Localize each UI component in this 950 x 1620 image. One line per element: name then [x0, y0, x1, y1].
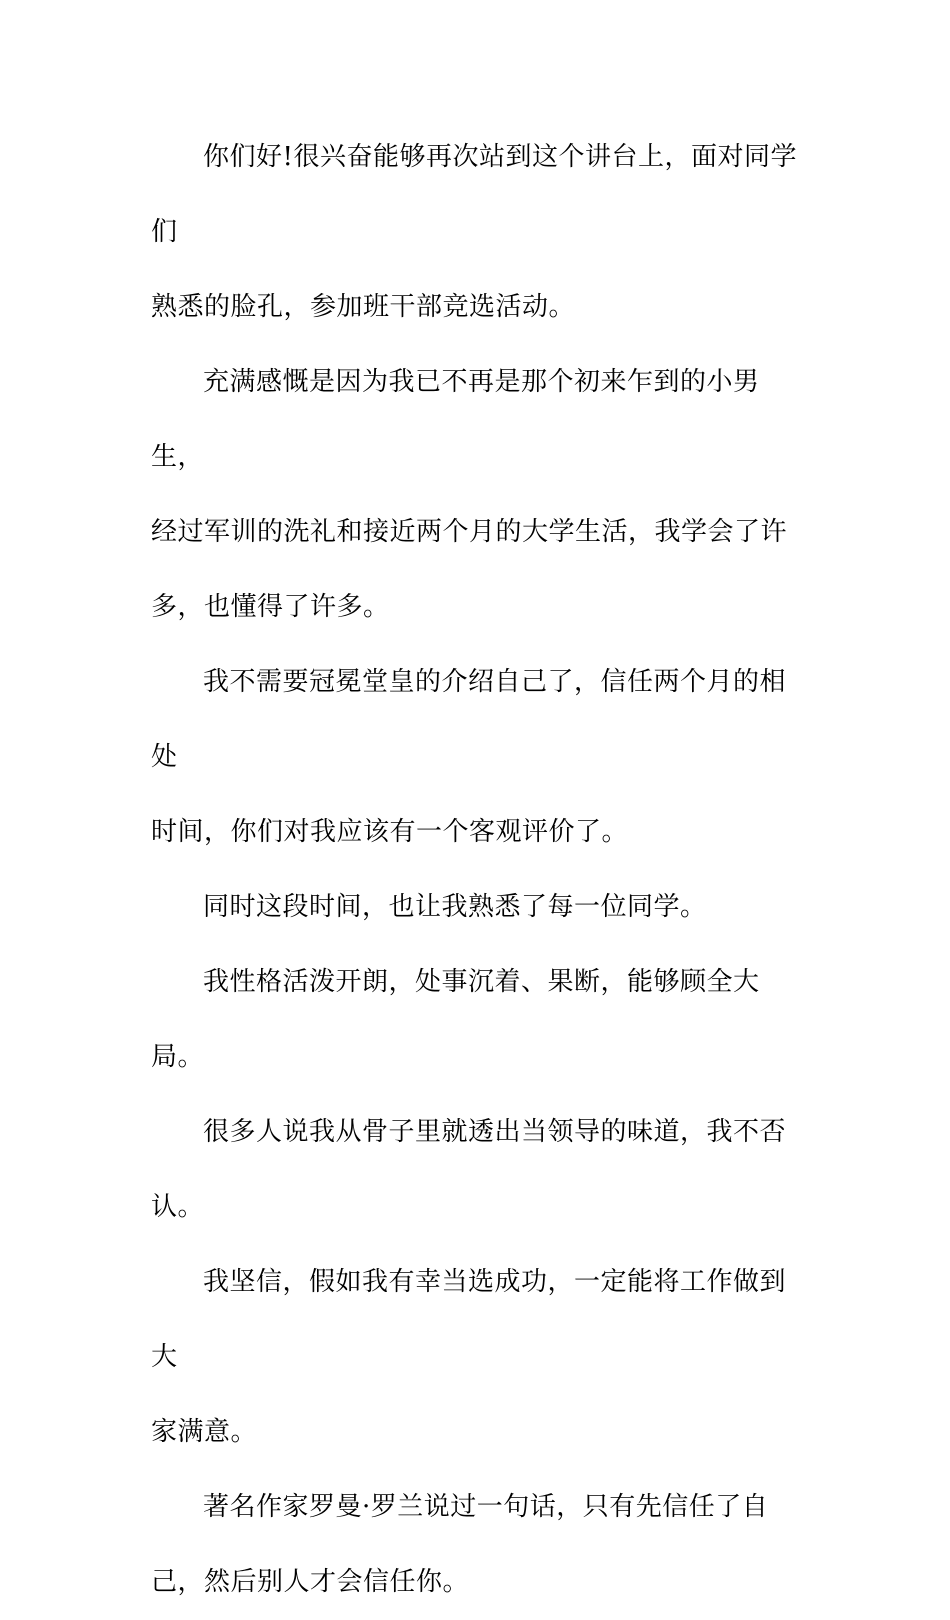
paragraph: [151, 1470, 806, 1620]
text-line: 熟悉的脸孔，参加班干部竞选活动。: [151, 292, 576, 322]
paragraph: [151, 1245, 806, 1470]
paragraph: [151, 1095, 806, 1245]
text-line: 很多人说我从骨子里就透出当领导的味道，我不否: [203, 1117, 787, 1147]
text-line: 我不需要冠冕堂皇的介绍自己了，信任两个月的相处: [151, 667, 787, 772]
document-body: [151, 120, 806, 1620]
text-line: 同时这段时间，也让我熟悉了每一位同学。: [203, 892, 707, 922]
text-line: 家满意。: [151, 1417, 258, 1447]
paragraph: [151, 945, 806, 1095]
paragraph: [151, 645, 806, 870]
text-line: 经过军训的洗礼和接近两个月的大学生活，我学会了许: [151, 517, 788, 547]
text-line: 认。: [151, 1192, 205, 1222]
text-line: 己，然后别人才会信任你。: [151, 1567, 470, 1597]
text-line: 充满感慨是因为我已不再是那个初来乍到的小男生，: [151, 367, 760, 472]
paragraph: [151, 120, 806, 345]
text-line: 多，也懂得了许多。: [151, 592, 390, 622]
paragraph: [151, 345, 806, 645]
text-line: 我坚信，假如我有幸当选成功，一定能将工作做到大: [151, 1267, 787, 1372]
text-line: 你们好!很兴奋能够再次站到这个讲台上，面对同学们: [151, 142, 797, 247]
text-line: 著名作家罗曼·罗兰说过一句话，只有先信任了自: [203, 1492, 769, 1522]
paragraph: [151, 870, 806, 945]
text-line: 我性格活泼开朗，处事沉着、果断，能够顾全大局。: [151, 967, 760, 1072]
text-line: 时间，你们对我应该有一个客观评价了。: [151, 817, 629, 847]
